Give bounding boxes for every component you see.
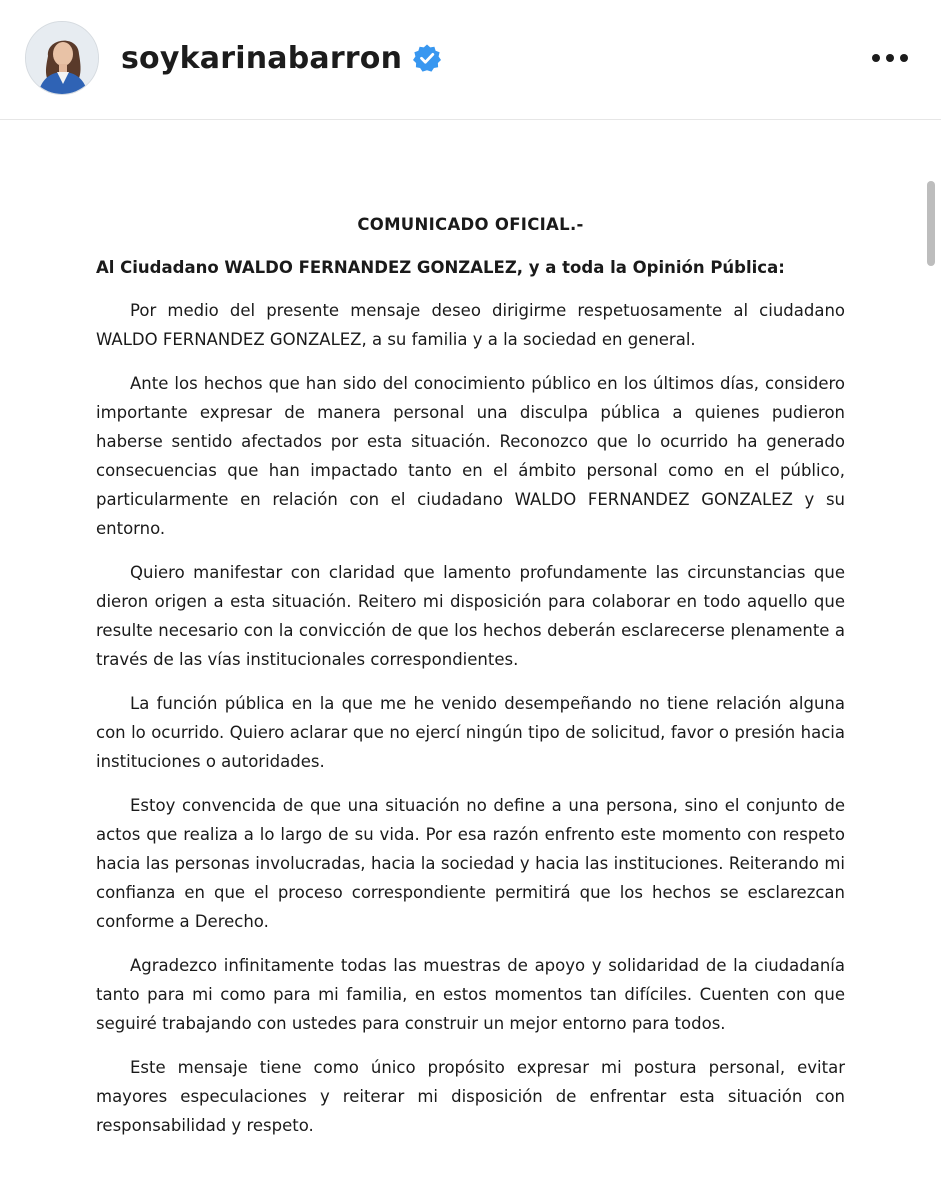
- more-dots-icon: [870, 53, 910, 63]
- verified-badge-icon: [412, 43, 442, 73]
- paragraph: Estoy convencida de que una situación no define a una persona, sino el conjunto de actos que realiza a lo largo de su vida. Por esa razón enfrento este momento con respeto hacia las personas involucradas, hacia la sociedad y hacia las instituciones. Reiterando mi confianza en que el proceso correspondiente permitirá que los hechos se esclarezcan conforme a Derecho.: [96, 796, 845, 931]
- paragraph: Agradezco infinitamente todas las muestras de apoyo y solidaridad de la ciudadanía tanto para mi como para mi familia, en estos momentos tan difíciles. Cuenten con que seguiré trabajando con ustedes para construir un mejor entorno para todos.: [96, 956, 845, 1033]
- paragraph: La función pública en la que me he venido desempeñando no tiene relación alguna con lo ocurrido. Quiero aclarar que no ejercí ningún tipo de solicitud, favor o presión hacia instituciones o autoridades.: [96, 694, 845, 771]
- document-salutation: Al Ciudadano WALDO FERNANDEZ GONZALEZ, y a toda la Opinión Pública:: [96, 258, 785, 277]
- more-options-button[interactable]: [862, 40, 918, 76]
- paragraph: Ante los hechos que han sido del conocimiento público en los últimos días, considero importante expresar de manera personal una disculpa pública a quienes pudieron haberse sentido afectados por esta situación. Reconozco que lo ocurrido ha generado consecuencias que han impactado tanto en el ámbito personal como en el público, particularmente en relación con el ciudadano WALDO FERNANDEZ GONZALEZ y su entorno.: [96, 374, 845, 538]
- official-statement-document: [96, 210, 845, 1155]
- paragraph: Este mensaje tiene como único propósito expresar mi postura personal, evitar mayores especulaciones y reiterar mi disposición de enfrentar esta situación con responsabilidad y respeto.: [96, 1058, 845, 1135]
- post-header: [0, 0, 941, 120]
- username[interactable]: soykarinabarron: [121, 40, 403, 76]
- avatar[interactable]: [25, 21, 99, 95]
- paragraph: Quiero manifestar con claridad que lamento profundamente las circunstancias que dieron origen a esta situación. Reitero mi disposición para colaborar en todo aquello que resulte necesario con la convicción de que los hechos deberán esclarecerse plenamente a través de las vías institucionales correspondientes.: [96, 563, 845, 669]
- profile-photo-icon: [26, 22, 99, 95]
- username-row: [121, 38, 442, 78]
- document-title: COMUNICADO OFICIAL.-: [357, 215, 584, 234]
- scrollbar-thumb[interactable]: [927, 181, 935, 266]
- paragraph: Por medio del presente mensaje deseo dirigirme respetuosamente al ciudadano WALDO FERNANDEZ GONZALEZ, a su familia y a la sociedad en general.: [96, 301, 845, 349]
